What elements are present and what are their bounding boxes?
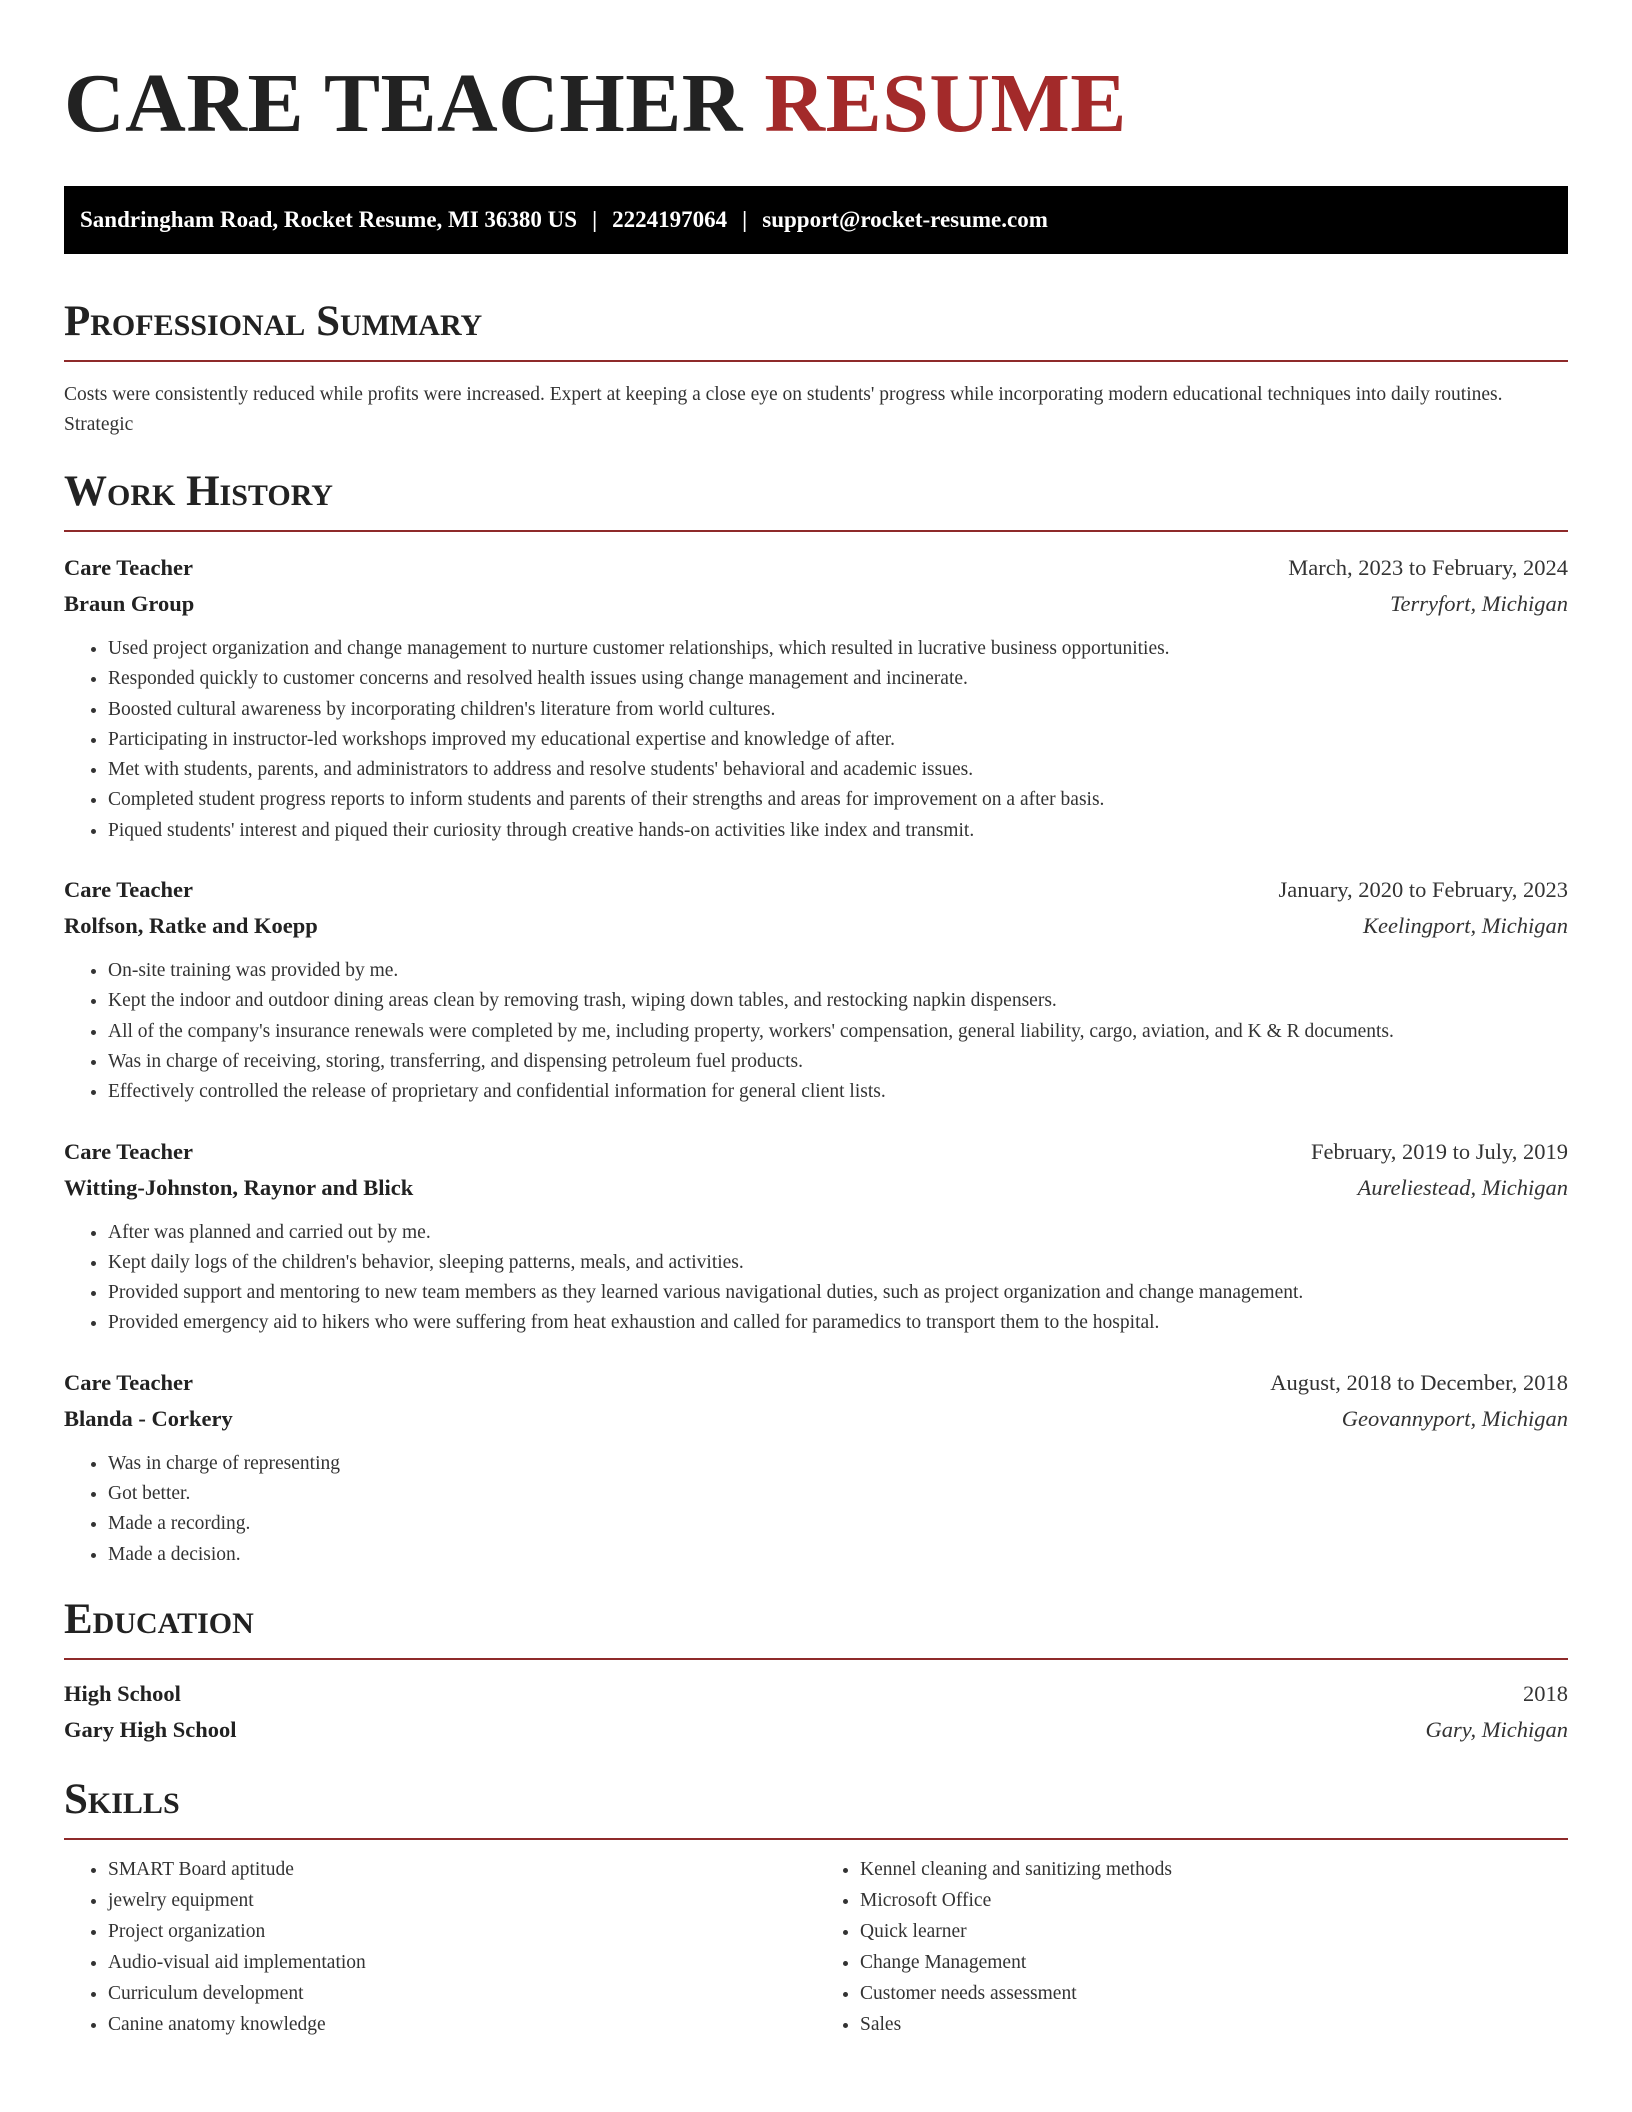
list-item: • Was in charge of receiving, storing, transferring, and dispensing petroleum fuel products. [108, 1047, 1568, 1077]
list-item: • Provided support and mentoring to new team members as they learned various navigational duties, such as project organization and change management. [108, 1278, 1568, 1308]
job-duties-list [64, 1218, 1568, 1339]
title-accent: RESUME [764, 57, 1127, 150]
job-header-row [64, 872, 1568, 908]
skills-grid [64, 1854, 1568, 2040]
job-entry [64, 872, 1568, 1107]
job-title: Care Teacher [64, 555, 193, 580]
list-item: • Made a decision. [108, 1540, 1568, 1570]
job-dates: January, 2020 to February, 2023 [1278, 877, 1568, 903]
education-entry [64, 1676, 1568, 1748]
education-heading: Education [64, 1594, 1568, 1660]
list-item: • On-site training was provided by me. [108, 956, 1568, 986]
list-item: • Got better. [108, 1479, 1568, 1509]
job-header-row [64, 1365, 1568, 1401]
job-location: Geovannyport, Michigan [1341, 1405, 1568, 1431]
skills-list-left [64, 1854, 816, 2040]
list-item: • Kept daily logs of the children's behavior, sleeping patterns, meals, and activities. [108, 1248, 1568, 1278]
skill-item: • Curriculum development [108, 1978, 816, 2009]
skill-item: • Quick learner [860, 1916, 1568, 1947]
job-title: Care Teacher [64, 1369, 193, 1395]
list-item: • All of the company's insurance renewals were completed by me, including property, workers' compensation, general liability, cargo, aviation, and K & R documents. [108, 1017, 1568, 1047]
job-duties-list [64, 1449, 1568, 1570]
job-location: Keelingport, Michigan [1363, 913, 1568, 939]
job-dates: August, 2018 to December, 2018 [1270, 1369, 1568, 1395]
resume-title [64, 0, 1568, 150]
job-dates: February, 2019 to July, 2019 [1310, 1138, 1568, 1164]
contact-bar [64, 186, 1568, 254]
skills-list-right [816, 1854, 1568, 2040]
list-item: • Completed student progress reports to inform students and parents of their strengths and areas for improvement on a after basis. [108, 785, 1568, 815]
work-history-section [64, 466, 1568, 1570]
contact-separator: | [592, 207, 598, 232]
skill-item: • jewelry equipment [108, 1885, 816, 1916]
job-dates: March, 2023 to February, 2024 [1288, 555, 1568, 580]
list-item: • Responded quickly to customer concerns and resolved health issues using change management and incinerate. [108, 664, 1568, 694]
summary-text: Costs were consistently reduced while profits were increased. Expert at keeping a close eye on students' progress while incorporating modern educational techniques into daily routines. Strategic [64, 384, 1503, 435]
education-section [64, 1594, 1568, 1748]
education-school-row [64, 1712, 1568, 1748]
job-duties-list [64, 634, 1568, 846]
job-entry [64, 550, 1568, 846]
job-location: Aureliestead, Michigan [1357, 1174, 1568, 1200]
list-item: • After was planned and carried out by me. [108, 1218, 1568, 1248]
job-company: Blanda - Corkery [64, 1405, 233, 1431]
job-location: Terryfort, Michigan [1390, 591, 1568, 616]
skill-item: • Project organization [108, 1916, 816, 1947]
education-location: Gary, Michigan [1425, 1716, 1568, 1742]
list-item: • Participating in instructor-led workshops improved my educational expertise and knowledge of after. [108, 725, 1568, 755]
contact-separator: | [742, 207, 748, 232]
contact-phone: 2224197064 [612, 207, 728, 232]
job-title: Care Teacher [64, 1138, 193, 1164]
title-main: CARE TEACHER [64, 57, 743, 150]
skill-item: • Audio-visual aid implementation [108, 1947, 816, 1978]
skill-item: • Canine anatomy knowledge [108, 2009, 816, 2040]
work-history-heading: Work History [64, 466, 1568, 532]
summary-section [64, 296, 1568, 440]
contact-address: Sandringham Road, Rocket Resume, MI 36380 US [80, 207, 578, 232]
skill-item: • Microsoft Office [860, 1885, 1568, 1916]
job-entry [64, 1365, 1568, 1570]
list-item: • Effectively controlled the release of proprietary and confidential information for general client lists. [108, 1077, 1568, 1107]
list-item: • Made a recording. [108, 1509, 1568, 1539]
job-company-row [64, 586, 1568, 622]
contact-email: support@rocket-resume.com [762, 207, 1048, 232]
job-company: Witting-Johnston, Raynor and Blick [64, 1174, 414, 1200]
skills-heading: Skills [64, 1774, 1568, 1840]
list-item: • Boosted cultural awareness by incorporating children's literature from world cultures. [108, 695, 1568, 725]
job-header-row [64, 550, 1568, 586]
list-item: • Met with students, parents, and administrators to address and resolve students' behavioral and academic issues. [108, 755, 1568, 785]
job-company: Rolfson, Ratke and Koepp [64, 913, 318, 939]
job-header-row [64, 1134, 1568, 1170]
job-entry [64, 1134, 1568, 1339]
job-company-row [64, 908, 1568, 944]
job-company-row [64, 1170, 1568, 1206]
skill-item: • Sales [860, 2009, 1568, 2040]
education-year: 2018 [1523, 1680, 1568, 1706]
summary-heading: Professional Summary [64, 296, 1568, 362]
education-degree: High School [64, 1680, 181, 1706]
job-company-row [64, 1401, 1568, 1437]
skill-item: • SMART Board aptitude [108, 1854, 816, 1885]
skill-item: • Kennel cleaning and sanitizing methods [860, 1854, 1568, 1885]
list-item: • Provided emergency aid to hikers who were suffering from heat exhaustion and called for paramedics to transport them to the hospital. [108, 1308, 1568, 1338]
list-item: • Was in charge of representing [108, 1449, 1568, 1479]
job-company: Braun Group [64, 591, 195, 616]
education-degree-row [64, 1676, 1568, 1712]
job-title: Care Teacher [64, 877, 193, 903]
skill-item: • Customer needs assessment [860, 1978, 1568, 2009]
list-item: • Kept the indoor and outdoor dining areas clean by removing trash, wiping down tables, and restocking napkin dispensers. [108, 986, 1568, 1016]
education-school: Gary High School [64, 1716, 237, 1742]
list-item: • Piqued students' interest and piqued their curiosity through creative hands-on activities like index and transmit. [108, 816, 1568, 846]
job-duties-list [64, 956, 1568, 1107]
skills-section [64, 1774, 1568, 2040]
list-item: • Used project organization and change management to nurture customer relationships, which resulted in lucrative business opportunities. [108, 634, 1568, 664]
skill-item: • Change Management [860, 1947, 1568, 1978]
